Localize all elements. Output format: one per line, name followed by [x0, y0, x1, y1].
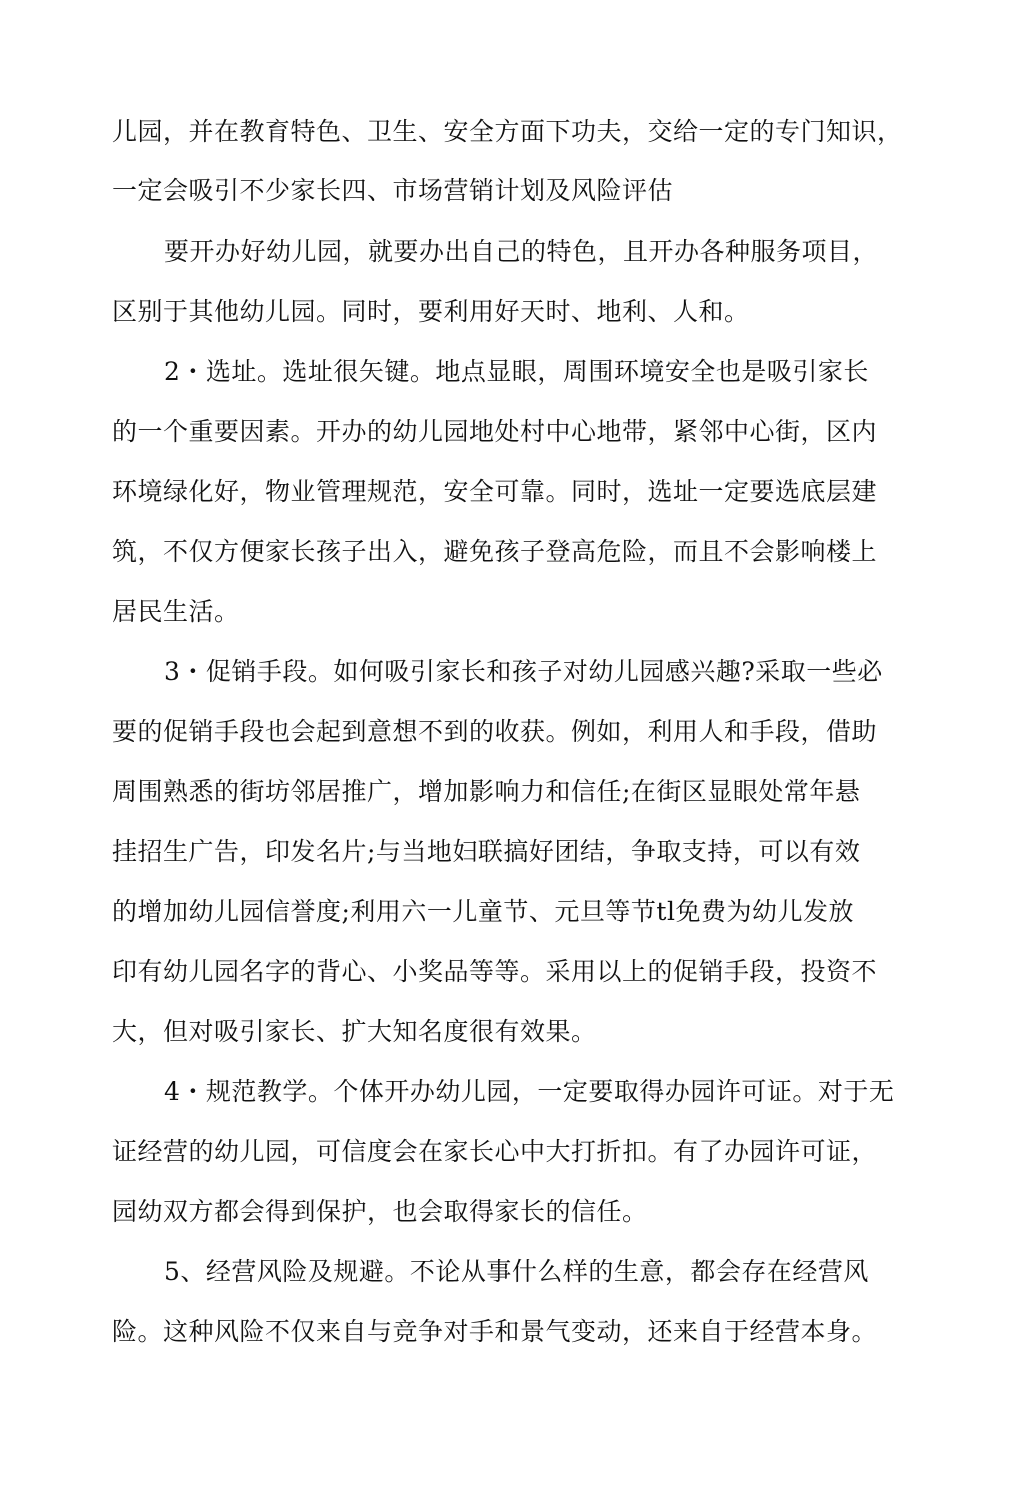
paragraph-first-line: 要开办好幼儿园，就要办出自己的特色，且开办各种服务项目， — [164, 237, 879, 266]
text-line: 印有幼儿园名字的背心、小奖品等等。采用以上的促销手段，投资不 — [112, 957, 878, 986]
text-line: 居民生活。 — [112, 597, 240, 626]
paragraph-first-line: 4・规范教学。个体开办幼儿园，一定要取得办园许可证。对于无 — [164, 1077, 895, 1106]
text-line: 周围熟悉的街坊邻居推广，增加影响力和信任;在街区显眼处常年悬 — [112, 777, 861, 806]
paragraph-first-line: 5、经营风险及规避。不论从事什么样的生意，都会存在经营风 — [164, 1257, 869, 1286]
text-line: 要的促销手段也会起到意想不到的收获。例如，利用人和手段，借助 — [112, 717, 878, 746]
paragraph-first-line: 3・促销手段。如何吸引家长和孩子对幼儿园感兴趣?采取一些必 — [164, 657, 883, 686]
text-line: 园幼双方都会得到保护，也会取得家长的信任。 — [112, 1197, 648, 1226]
text-line: 险。这种风险不仅来自与竞争对手和景气变动，还来自于经营本身。 — [112, 1317, 878, 1346]
text-line: 环境绿化好，物业管理规范，安全可靠。同时，选址一定要选底层建 — [112, 477, 878, 506]
text-line: 一定会吸引不少家长四、市场营销计划及风险评估 — [112, 176, 674, 205]
text-line: 的增加幼儿园信誉度;利用六一儿童节、元旦等节tl免费为幼儿发放 — [112, 897, 854, 926]
text-line: 儿园，并在教育特色、卫生、安全方面下功夫，交给一定的专门知识， — [112, 117, 903, 146]
text-line: 大，但对吸引家长、扩大知名度很有效果。 — [112, 1017, 597, 1046]
text-line: 的一个重要因素。开办的幼儿园地处村中心地带，紧邻中心街，区内 — [112, 417, 878, 446]
text-line: 区别于其他幼儿园。同时，要利用好天时、地利、人和。 — [112, 297, 750, 326]
text-line: 证经营的幼儿园，可信度会在家长心中大打折扣。有了办园许可证， — [112, 1137, 878, 1166]
paragraph-first-line: 2・选址。选址很矢键。地点显眼，周围环境安全也是吸引家长 — [164, 357, 869, 386]
text-line: 挂招生广告，印发名片;与当地妇联搞好团结，争取支持，可以有效 — [112, 837, 861, 866]
text-line: 筑，不仅方便家长孩子出入，避免孩子登高危险，而且不会影响楼上 — [112, 537, 878, 566]
